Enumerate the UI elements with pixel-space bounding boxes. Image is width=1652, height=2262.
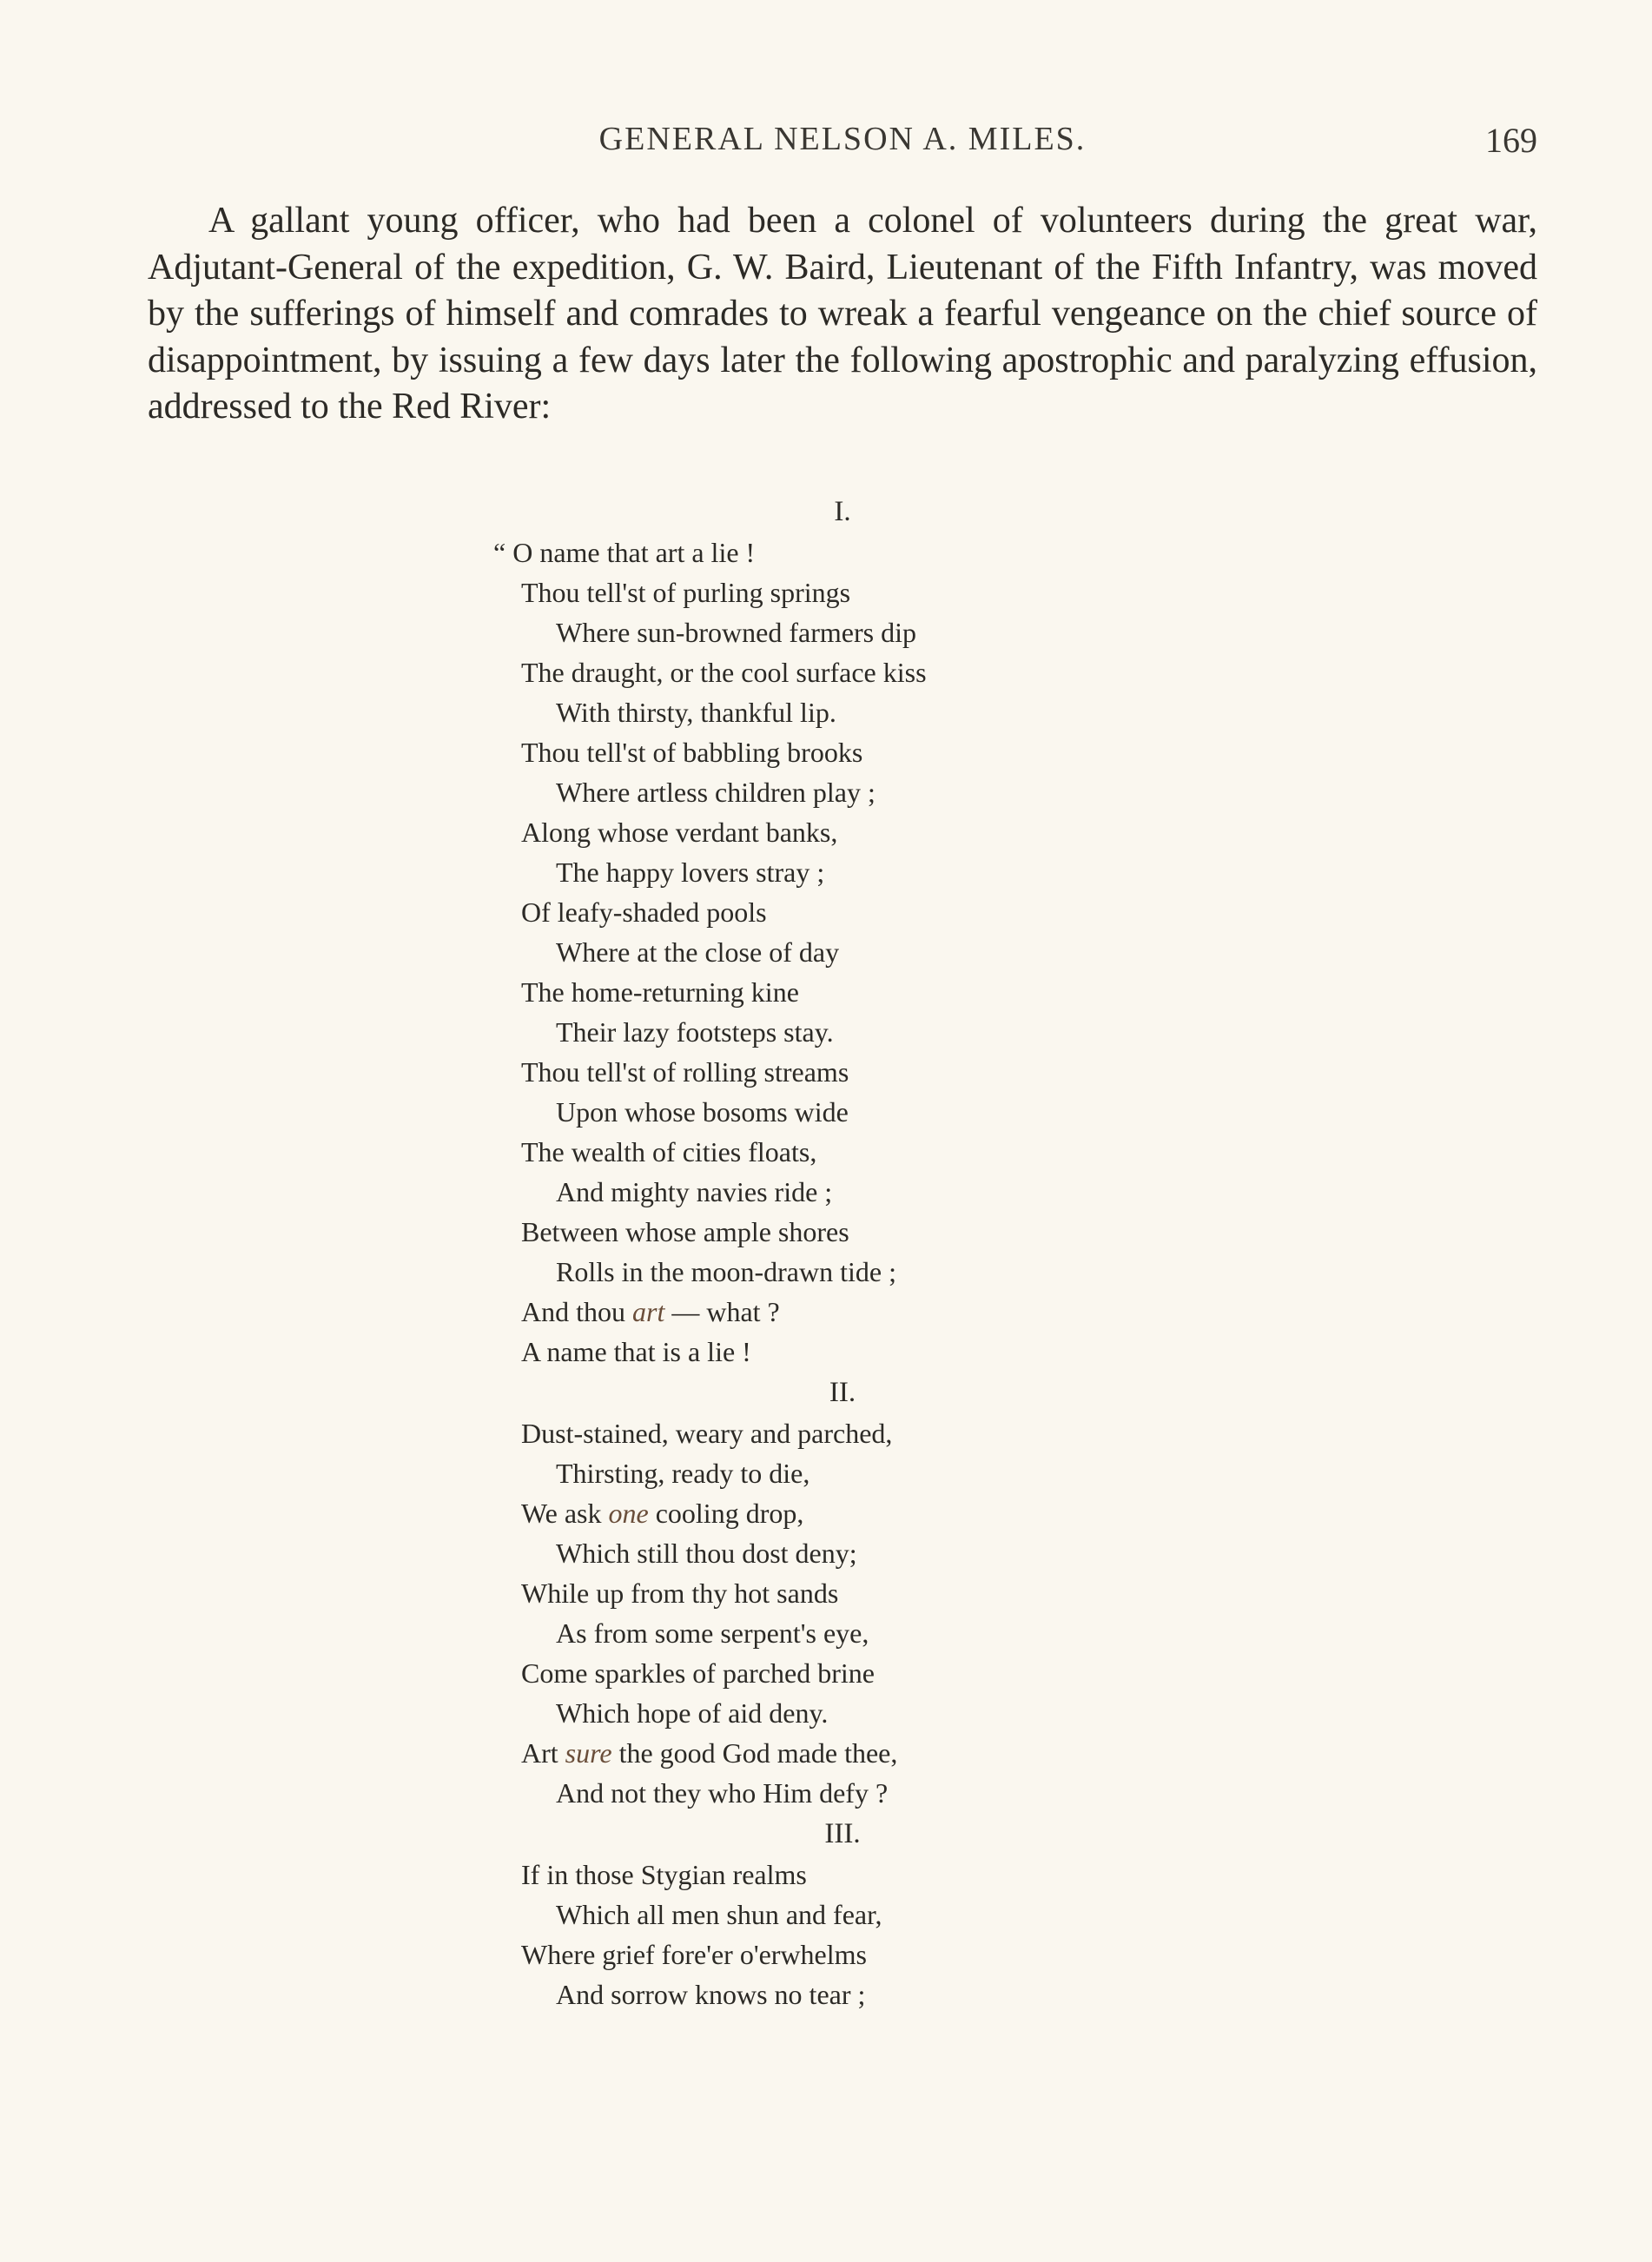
poem-line: Upon whose bosoms wide [556,1096,849,1128]
poem-line: The happy lovers stray ; [556,857,825,888]
poem-emphasis: one [608,1498,649,1529]
poem-line: Which still thou dost deny; [556,1538,857,1569]
poem-line: With thirsty, thankful lip. [556,697,836,728]
poem-line: Dust-stained, weary and parched, [521,1418,893,1449]
poem-emphasis: sure [565,1737,612,1769]
running-head [148,120,1537,163]
stanza-number-1: I. [834,496,851,527]
poem-line: And not they who Him defy ? [556,1777,889,1809]
poem-line: As from some serpent's eye, [556,1617,869,1649]
poem-line [521,1733,1303,1773]
running-title: GENERAL NELSON A. MILES. [598,121,1087,157]
poem-line: The home-returning kine [521,976,799,1008]
poem-line: Where sun-browned farmers dip [556,617,916,648]
poem-line: The wealth of cities floats, [521,1136,817,1167]
poem-line: And sorrow knows no tear ; [556,1979,866,2010]
poem-line: Where at the close of day [556,936,840,968]
poem-text: And thou [521,1296,625,1327]
poem-line: While up from thy hot sands [521,1577,839,1609]
poem-text: Art [521,1737,558,1769]
poem-line: Between whose ample shores [521,1216,849,1247]
poem-line: Where grief fore'er o'erwhelms [521,1939,867,1970]
poem-line: Which hope of aid deny. [556,1697,829,1729]
poem-line: Which all men shun and fear, [556,1899,882,1930]
poem-line: And mighty navies ride ; [556,1176,833,1207]
poem-line: Where artless children play ; [556,777,876,808]
poem-line: The draught, or the cool surface kiss [521,657,927,688]
poem-text: the good God made thee, [618,1737,898,1769]
poem-text: cooling drop, [655,1498,804,1529]
intro-paragraph: A gallant young officer, who had been a colonel of volunteers during the great war, Adjutant-General of the expedition, G. W. Baird, Lieutenant of the Fifth Infantry, was moved by the sufferings of himself and comrades to wreak a fearful vengeance on the chief source of disappointment, by issuing a few days later the following apostrophic and paralyzing effusion, addressed to the Red River: [148,201,1537,427]
poem-line: Along whose verdant banks, [521,817,838,848]
poem-line: Thou tell'st of babbling brooks [521,737,863,768]
stanza-number-2: II. [829,1377,856,1408]
poem-emphasis: art [632,1296,665,1327]
poem-line: Thou tell'st of purling springs [521,577,851,608]
poem-line [521,1292,1303,1332]
poem-line: Of leafy-shaded pools [521,896,767,928]
poem-line: “ O name that art a lie ! [493,537,756,568]
poem-line: Rolls in the moon-drawn tide ; [556,1256,896,1287]
poem-line: Thou tell'st of rolling streams [521,1056,849,1088]
poem-line [521,1493,1303,1533]
poem-line: Thirsting, ready to die, [556,1458,810,1489]
page-number: 169 [1485,121,1537,160]
poem [493,491,1303,2014]
poem-line: A name that is a lie ! [521,1336,751,1367]
poem-line: Their lazy footsteps stay. [556,1016,834,1048]
poem-text: — what ? [671,1296,780,1327]
poem-line: Come sparkles of parched brine [521,1657,875,1689]
poem-text: We ask [521,1498,602,1529]
poem-line: If in those Stygian realms [521,1859,807,1890]
stanza-number-3: III. [824,1818,861,1849]
